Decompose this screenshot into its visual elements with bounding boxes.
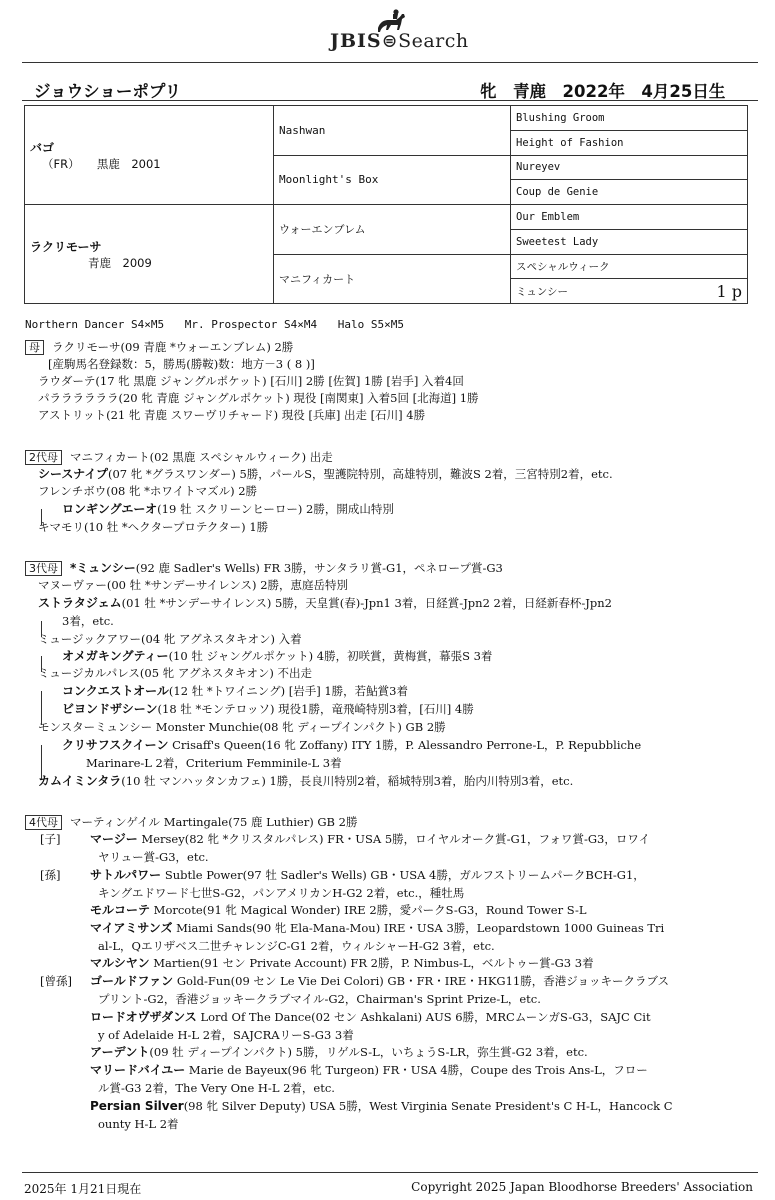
record-line <box>98 849 209 865</box>
record-text: ミュージカルパレス(05 牝 アグネスタキオン) 不出走 <box>38 666 313 680</box>
record-text: アストリット(21 牝 青鹿 スワーヴリチャード) 現役 [兵庫] 出走 [石川] 4勝 <box>38 408 426 422</box>
pedigree-table <box>24 105 748 304</box>
record-line <box>38 577 348 593</box>
record-line <box>62 501 394 517</box>
inbreeding-item: Halo S5×M5 <box>337 318 405 331</box>
inbreeding-item: Northern Dancer S4×M5 <box>25 318 165 331</box>
horse-name: ジョウショーポプリ <box>34 82 182 101</box>
record-line <box>62 683 408 699</box>
sire-dam[interactable]: Moonlight's Box <box>274 155 511 205</box>
generation-tag: 4代母 <box>25 815 62 830</box>
indent-bar <box>41 621 42 637</box>
family-number: 1 p <box>716 282 742 302</box>
horse-link[interactable]: オメガキングティー <box>62 649 169 663</box>
record-line <box>25 560 503 576</box>
record-line <box>48 356 315 372</box>
sire-sire-dam[interactable]: Height of Fashion <box>511 130 748 155</box>
record-line <box>62 613 114 629</box>
sire-sire-sire[interactable]: Blushing Groom <box>511 106 748 131</box>
record-text: ル賞-G3 2着，The Very One H-L 2着，etc. <box>98 1081 335 1095</box>
record-line <box>90 1062 648 1078</box>
as-of-date: 2025年 1月21日現在 <box>24 1182 142 1196</box>
sire-sire[interactable]: Nashwan <box>274 106 511 156</box>
generation-tag: 母 <box>25 340 44 355</box>
record-line <box>98 938 495 954</box>
logo-text: JBIS⊜Search <box>330 30 469 52</box>
record-line <box>62 701 474 717</box>
dam-dam-sire[interactable]: スペシャルウィーク <box>511 254 748 279</box>
record-text: Marie de Bayeux(96 牝 Turgeon) FR・USA 4勝，Coupe des Trois Ans-L，フロー <box>185 1063 648 1077</box>
horse-info: 牝 青鹿 2022年 4月25日生 <box>480 82 726 101</box>
horse-link[interactable]: サトルパワー <box>90 868 162 882</box>
record-line <box>86 755 342 771</box>
record-text: (92 鹿 Sadler's Wells) FR 3勝，サンタラリ賞-G1，ペネロープ賞-G3 <box>135 561 503 575</box>
record-line <box>38 773 573 789</box>
inbreeding-line <box>25 318 418 331</box>
record-line <box>98 1080 335 1096</box>
record-text: (10 牡 マンハッタンカフェ) 1勝，長良川特別2着，稲城特別3着，胎内川特別3着，etc. <box>121 774 574 788</box>
record-line <box>90 867 645 883</box>
record-text: (98 牝 Silver Deputy) USA 5勝，West Virginia Senate President's C H-L，Hancock C <box>183 1099 673 1113</box>
record-line <box>38 390 479 406</box>
record-text: [産駒馬名登録数：5，勝馬(勝鞍)数：地方－3 ( 8 )] <box>48 357 315 371</box>
dam-dam-dam[interactable]: ミュンシー <box>516 285 569 298</box>
dam-detail: 青鹿 2009 <box>42 255 152 270</box>
record-text: Crisaff's Queen(16 牝 Zoffany) ITY 1勝，P. Alessandro Perrone-L，P. Repubbliche <box>168 738 642 752</box>
record-text: al-L，Qエリザベス二世チャレンジC-G1 2着，ウィルシャーH-G2 3着，etc. <box>98 939 495 953</box>
horse-link[interactable]: マリードバイユー <box>90 1063 186 1077</box>
record-text: モンスターミュンシー Monster Munchie(08 牝 ディープインパクト) GB 2勝 <box>38 720 446 734</box>
footer-divider <box>22 1172 758 1173</box>
record-line <box>90 1009 651 1025</box>
record-line <box>98 1116 179 1132</box>
record-line <box>25 814 357 830</box>
record-line <box>62 737 641 753</box>
record-text: (12 牡 *トワイニング) [岩手] 1勝，若鮎賞3着 <box>168 684 408 698</box>
record-line <box>38 595 612 611</box>
record-text: Miami Sands(90 牝 Ela-Mana-Mou) IRE・USA 3勝，Leopardstown 1000 Guineas Tri <box>172 921 665 935</box>
record-line <box>90 955 594 971</box>
horse-link[interactable]: コンクエストオール <box>62 684 169 698</box>
horse-link[interactable]: ロンギングエーオ <box>62 502 158 516</box>
dam-cell <box>25 205 274 304</box>
record-text: プリント-G2，香港ジョッキークラブマイル-G2，Chairman's Sprint Prize-L，etc. <box>98 992 541 1006</box>
record-text: Gold-Fun(09 セン Le Vie Dei Colori) GB・FR・IRE・HKG11勝，香港ジョッキークラブス <box>173 974 670 988</box>
record-text: キングエドワード七世S-G2，パンアメリカンH-G2 2着，etc.，種牡馬 <box>98 886 465 900</box>
record-text: パララララララ(20 牝 青鹿 ジャングルポケット) 現役 [南関東] 入着5回 [北海道] 1勝 <box>38 391 479 405</box>
record-line <box>38 719 446 735</box>
horse-link[interactable]: マージー <box>90 832 138 846</box>
generation-tag: 3代母 <box>25 561 62 576</box>
record-text: Lord Of The Dance(02 セン Ashkalani) AUS 6勝，MRCムーンガS-G3，SAJC Cit <box>196 1010 651 1024</box>
record-text: ヤリュー賞-G3，etc. <box>98 850 209 864</box>
record-text: マニフィカート(02 黒鹿 スペシャルウィーク) 出走 <box>70 450 333 464</box>
record-line <box>25 339 293 355</box>
record-line <box>98 885 464 901</box>
copyright: Copyright 2025 Japan Bloodhorse Breeders' Association <box>411 1180 753 1194</box>
record-text: ミュージックアワー(04 牝 アグネスタキオン) 入着 <box>38 632 302 646</box>
record-line <box>40 973 72 989</box>
horse-link[interactable]: アーデント <box>90 1045 150 1059</box>
record-text: (01 牡 *サンデーサイレンス) 5勝，天皇賞(春)-Jpn1 3着，日経賞-Jpn2 2着，日経新春杯-Jpn2 <box>121 596 612 610</box>
record-text: ラウダーテ(17 牝 黒鹿 ジャングルポケット) [石川] 2勝 [佐賀] 1勝 [岩手] 入着4回 <box>38 374 464 388</box>
dam-sire-sire[interactable]: Our Emblem <box>511 205 748 230</box>
record-text: Subtle Power(97 牡 Sadler's Wells) GB・USA 4勝，ガルフストリームパークBCH-G1， <box>161 868 645 882</box>
record-line <box>90 1044 588 1060</box>
horse-link[interactable]: モルコーテ <box>90 903 151 917</box>
record-line <box>90 973 669 989</box>
record-text: Mersey(82 牝 *クリスタルパレス) FR・USA 5勝，ロイヤルオーク賞-G1，フォワ賞-G3，ロワイ <box>137 832 651 846</box>
record-line <box>38 407 425 423</box>
jbis-search-logo[interactable] <box>330 8 469 54</box>
indent-bar <box>41 691 42 725</box>
dam-name[interactable]: ラクリモーサ <box>30 239 102 254</box>
record-text: (18 牡 *モンテロッソ) 現役1勝，竜飛崎特別3着，[石川] 4勝 <box>157 702 474 716</box>
record-text: フレンチボウ(08 牝 *ホワイトマズル) 2勝 <box>38 484 258 498</box>
record-text: (07 牝 *グラスワンダー) 5勝，パールS，聖護院特別，高雄特別，難波S 2着，三宮特別2着，etc. <box>107 467 613 481</box>
horse-link[interactable]: ゴールドファン <box>90 974 174 988</box>
record-text: (09 牡 ディープインパクト) 5勝，リゲルS-L，いちょうS-LR，弥生賞-G2 3着，etc. <box>149 1045 588 1059</box>
horse-link[interactable]: クリサフスクイーン <box>62 738 169 752</box>
record-line <box>90 1098 673 1114</box>
sire-dam-sire[interactable]: Nureyev <box>511 155 748 180</box>
record-text: Morcote(91 牝 Magical Wonder) IRE 2勝，愛パークS-G3，Round Tower S-L <box>150 903 587 917</box>
record-text: Martien(91 セン Private Account) FR 2勝，P. Nimbus-L，ベルトゥー賞-G3 3着 <box>149 956 594 970</box>
horse-link[interactable]: シースナイプ <box>38 467 108 481</box>
record-line <box>38 519 268 535</box>
record-line <box>90 902 587 918</box>
record-line <box>38 466 613 482</box>
record-line <box>98 991 541 1007</box>
record-line <box>40 867 60 883</box>
record-text: [孫] <box>40 868 61 882</box>
record-line <box>38 373 464 389</box>
record-text: マヌーヴァー(00 牡 *サンデーサイレンス) 2勝，恵庭岳特別 <box>38 578 349 592</box>
record-line <box>90 920 664 936</box>
title-divider <box>22 100 758 101</box>
record-text: y of Adelaide H-L 2着，SAJCRAリーS-G3 3着 <box>98 1028 354 1042</box>
record-text: マーティンゲイル Martingale(75 鹿 Luthier) GB 2勝 <box>70 815 358 829</box>
generation-tag: 2代母 <box>25 450 62 465</box>
record-line <box>38 483 257 499</box>
sire-cell <box>25 106 274 205</box>
record-line <box>38 665 312 681</box>
record-text: Marinare-L 2着，Criterium Femminile-L 3着 <box>86 756 342 770</box>
horse-link[interactable]: マルシヤン <box>90 956 150 970</box>
indent-bar <box>41 656 42 672</box>
sire-detail: （FR） 黒鹿 2001 <box>42 156 161 171</box>
inbreeding-item: Mr. Prospector S4×M4 <box>184 318 318 331</box>
sire-name[interactable]: バゴ <box>30 140 55 155</box>
record-line <box>25 449 333 465</box>
dam-sire-dam[interactable]: Sweetest Lady <box>511 229 748 254</box>
horse-link[interactable]: ストラタジェム <box>38 596 122 610</box>
horse-link[interactable]: マイアミサンズ <box>90 921 173 935</box>
horse-link[interactable]: Persian Silver <box>90 1099 184 1113</box>
record-text: ounty H-L 2着 <box>98 1117 179 1131</box>
sire-dam-dam[interactable]: Coup de Genie <box>511 180 748 205</box>
record-text: キマモリ(10 牡 *ヘクタープロテクター) 1勝 <box>38 520 269 534</box>
dam-dam-dam-cell <box>511 279 748 304</box>
indent-bar <box>41 509 42 525</box>
indent-bar <box>41 745 42 779</box>
record-line <box>98 1027 354 1043</box>
record-text: [子] <box>40 832 61 846</box>
dam-sire[interactable]: ウォーエンブレム <box>274 205 511 255</box>
header-divider <box>22 62 758 63</box>
horse-link[interactable]: カムイミンタラ <box>38 774 122 788</box>
record-text: [曾孫] <box>40 974 72 988</box>
horse-link[interactable]: ロードオヴザダンス <box>90 1010 197 1024</box>
horse-link[interactable]: ビヨンドザシーン <box>62 702 158 716</box>
record-line <box>38 631 302 647</box>
record-line <box>62 648 492 664</box>
record-text: ラクリモーサ(09 青鹿 *ウォーエンブレム) 2勝 <box>52 340 294 354</box>
record-line <box>40 831 60 847</box>
dam-dam[interactable]: マニフィカート <box>274 254 511 304</box>
record-text: (19 牡 スクリーンヒーロー) 2勝，開成山特別 <box>157 502 394 516</box>
record-text: (10 牡 ジャングルポケット) 4勝，初咲賞，黄梅賞，幕張S 3着 <box>168 649 493 663</box>
record-text: 3着，etc. <box>62 614 114 628</box>
record-line <box>90 831 650 847</box>
horse-link[interactable]: *ミュンシー <box>70 561 136 575</box>
